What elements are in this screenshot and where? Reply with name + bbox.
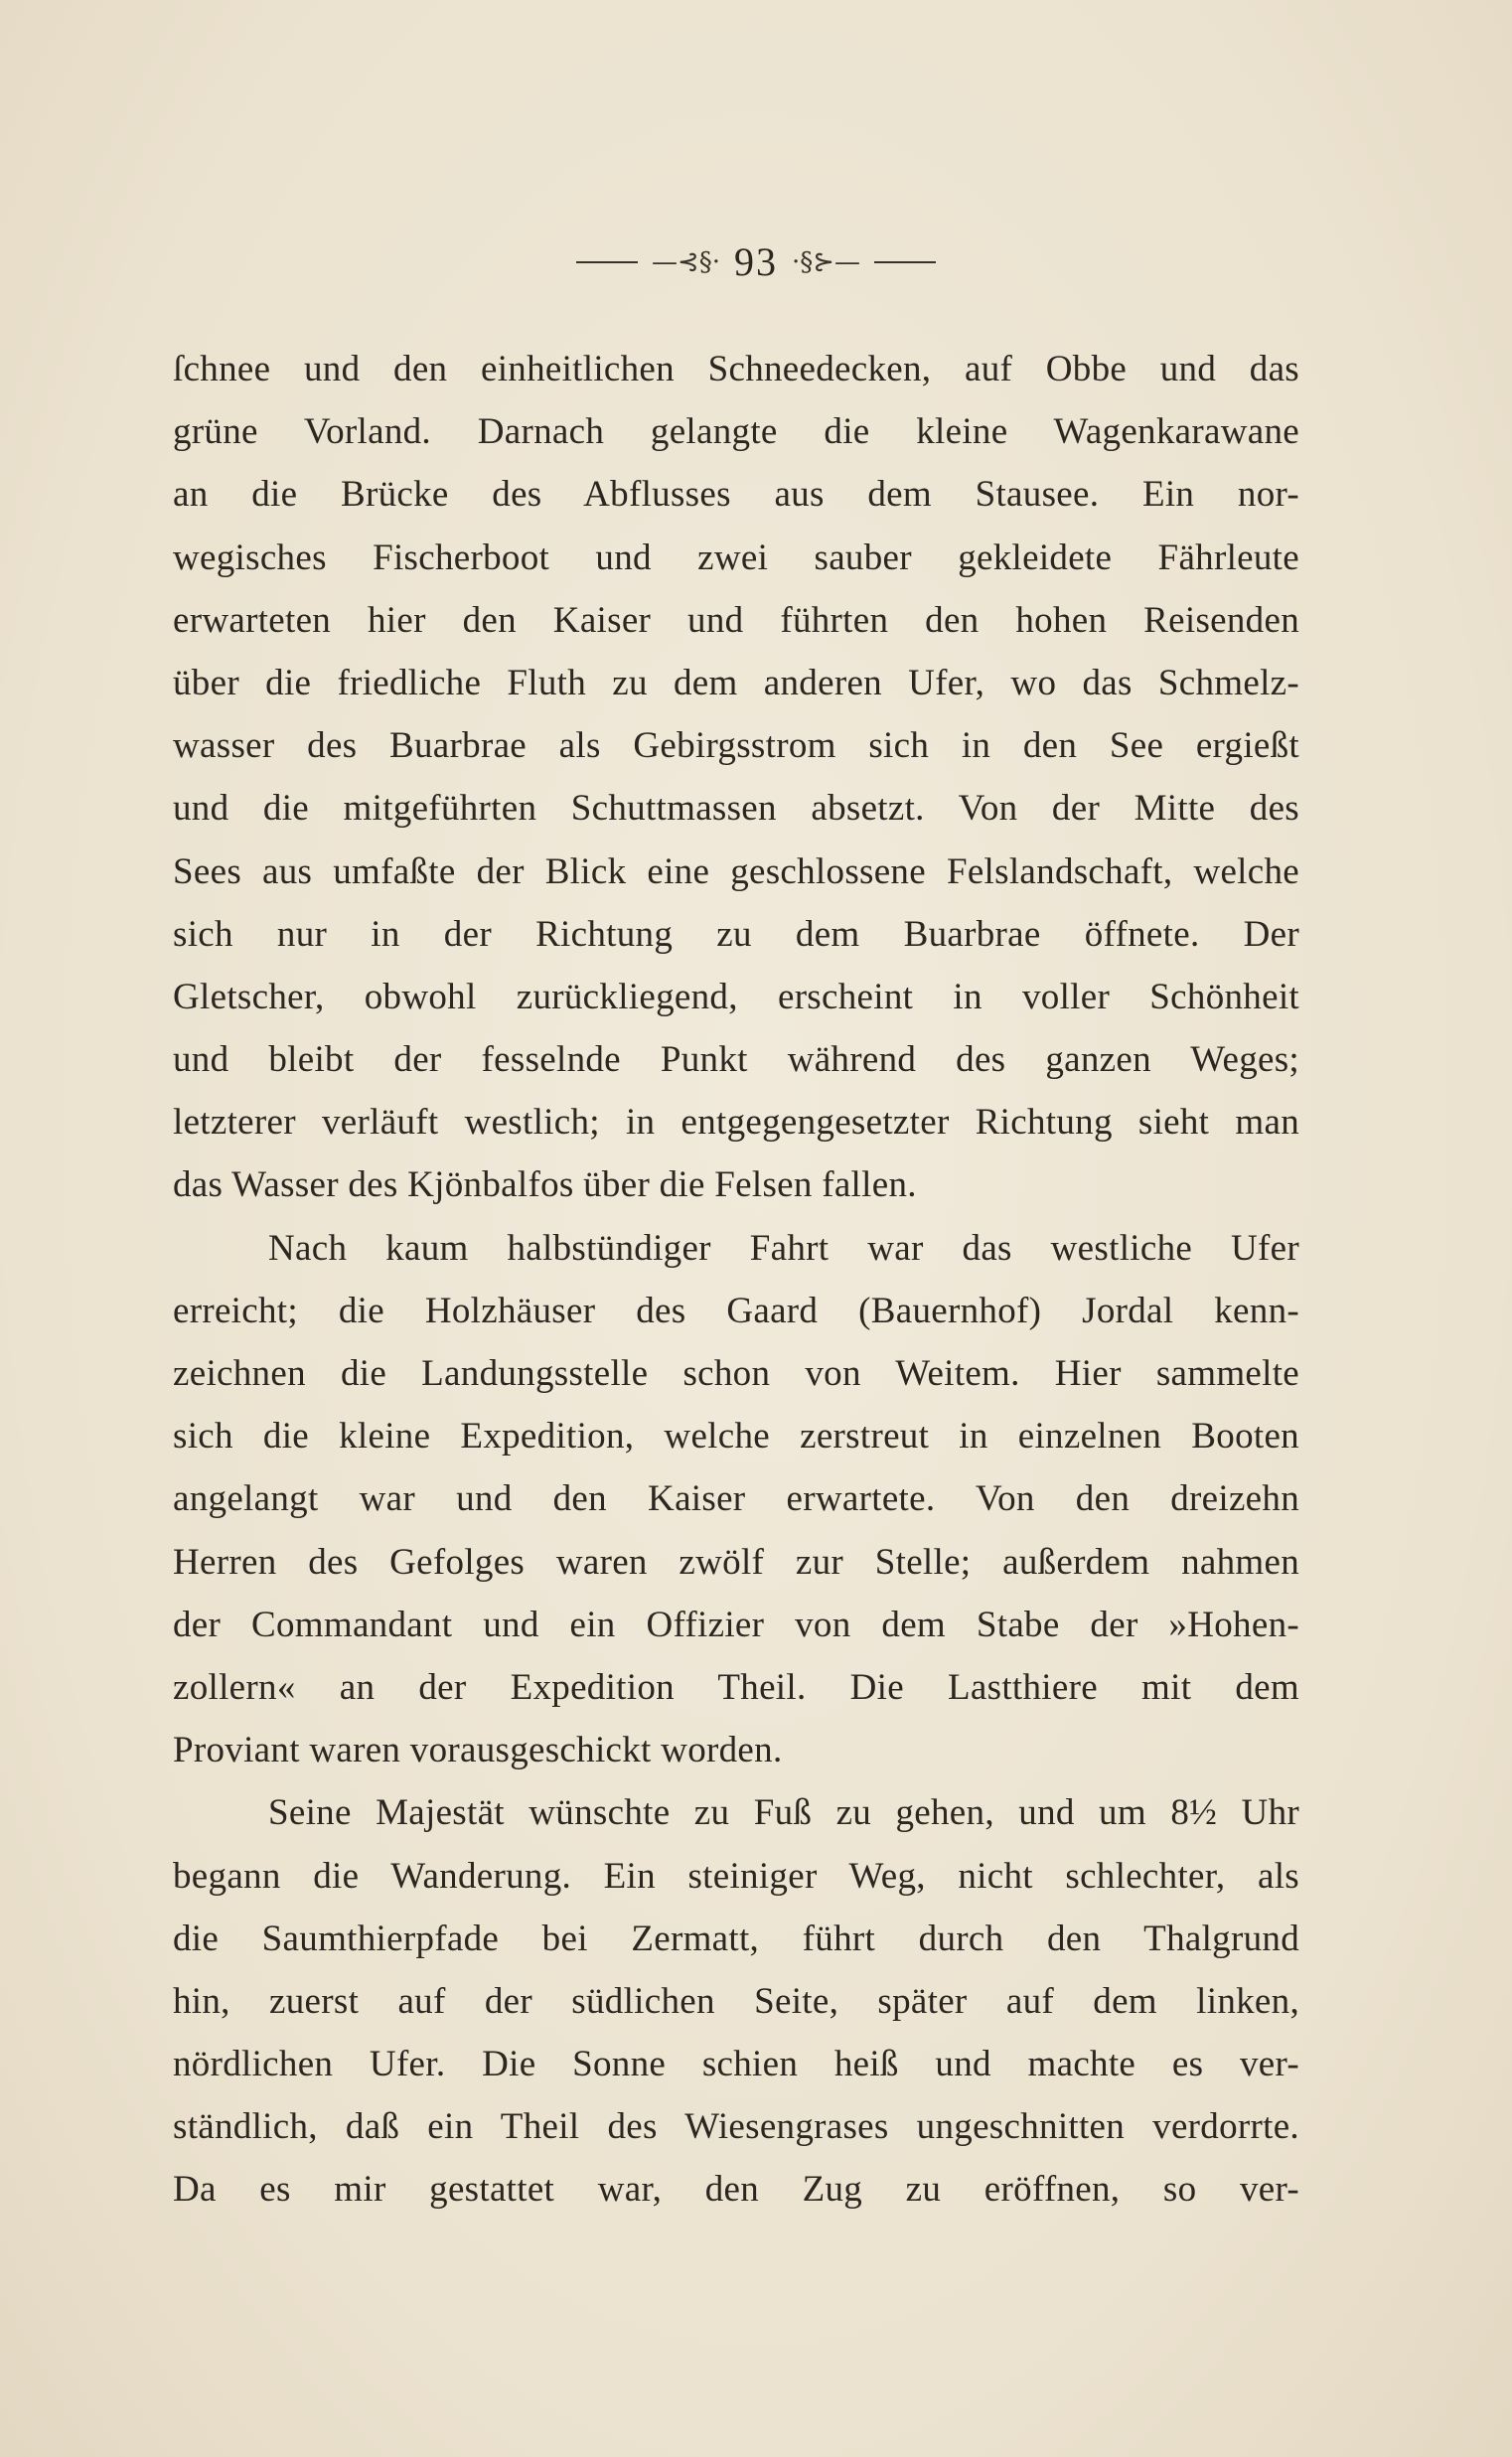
- header-rule-right: [874, 261, 936, 263]
- text-line: zollern« an der Expedition Theil. Die Lastthiere mit dem: [173, 1666, 1299, 1708]
- page-number: 93: [734, 239, 778, 284]
- text-line: letzterer verläuft westlich; in entgegengesetzter Richtung sieht man: [173, 1102, 1299, 1144]
- text-line: nördlichen Ufer. Die Sonne schien heiß und machte es ver-: [173, 2044, 1299, 2085]
- text-line: über die friedliche Fluth zu dem anderen Ufer, wo das Schmelz-: [173, 662, 1299, 703]
- text-line: erwarteten hier den Kaiser und führten den hohen Reisenden: [173, 599, 1299, 641]
- text-line: Proviant waren vorausgeschickt worden.: [173, 1730, 783, 1771]
- text-line: der Commandant und ein Offizier von dem Stabe der »Hohen-: [173, 1604, 1299, 1645]
- ornament-left-icon: —⊰§·: [651, 246, 720, 277]
- text-line: hin, zuerst auf der südlichen Seite, später auf dem linken,: [173, 1980, 1299, 2022]
- text-line: Da es mir gestattet war, den Zug zu eröffnen, so ver-: [173, 2169, 1299, 2211]
- text-line: Herren des Gefolges waren zwölf zur Stelle; außerdem nahmen: [173, 1541, 1299, 1583]
- text-line: Sees aus umfaßte der Blick eine geschlossene Felslandschaft, welche: [173, 850, 1299, 892]
- text-line: ständlich, daß ein Theil des Wiesengrases ungeschnitten verdorrte.: [173, 2106, 1299, 2148]
- text-line: das Wasser des Kjönbalfos über die Felsen fallen.: [173, 1164, 917, 1206]
- body-text: [173, 338, 1299, 2222]
- page-header: [0, 238, 1512, 288]
- header-rule-left: [576, 261, 638, 263]
- text-line: grüne Vorland. Darnach gelangte die kleine Wagenkarawane: [173, 411, 1299, 453]
- text-line: zeichnen die Landungsstelle schon von Weitem. Hier sammelte: [173, 1353, 1299, 1394]
- text-line: sich nur in der Richtung zu dem Buarbrae öffnete. Der: [173, 913, 1299, 955]
- text-line: und die mitgeführten Schuttmassen absetzt. Von der Mitte des: [173, 788, 1299, 830]
- text-line: wegisches Fischerboot und zwei sauber gekleidete Fährleute: [173, 537, 1299, 578]
- text-line: ſchnee und den einheitlichen Schneedecken, auf Obbe und das: [173, 349, 1299, 389]
- text-line: erreicht; die Holzhäuser des Gaard (Bauernhof) Jordal kenn-: [173, 1290, 1299, 1331]
- text-line: die Saumthierpfade bei Zermatt, führt durch den Thalgrund: [173, 1918, 1299, 1959]
- text-line: angelangt war und den Kaiser erwartete. Von den dreizehn: [173, 1478, 1299, 1520]
- text-line: sich die kleine Expedition, welche zerstreut in einzelnen Booten: [173, 1416, 1299, 1458]
- text-line: wasser des Buarbrae als Gebirgsstrom sich in den See ergießt: [173, 725, 1299, 767]
- text-line: Gletscher, obwohl zurückliegend, erscheint in voller Schönheit: [173, 976, 1299, 1017]
- text-line: an die Brücke des Abflusses aus dem Stausee. Ein nor-: [173, 474, 1299, 516]
- text-line: begann die Wanderung. Ein steiniger Weg, nicht schlechter, als: [173, 1855, 1299, 1897]
- ornament-right-icon: ·§⊱—: [792, 246, 861, 277]
- text-line: Seine Majestät wünschte zu Fuß zu gehen, und um 8½ Uhr: [268, 1792, 1299, 1834]
- text-line: und bleibt der fesselnde Punkt während des ganzen Weges;: [173, 1039, 1299, 1081]
- text-line: Nach kaum halbstündiger Fahrt war das westliche Ufer: [268, 1227, 1299, 1269]
